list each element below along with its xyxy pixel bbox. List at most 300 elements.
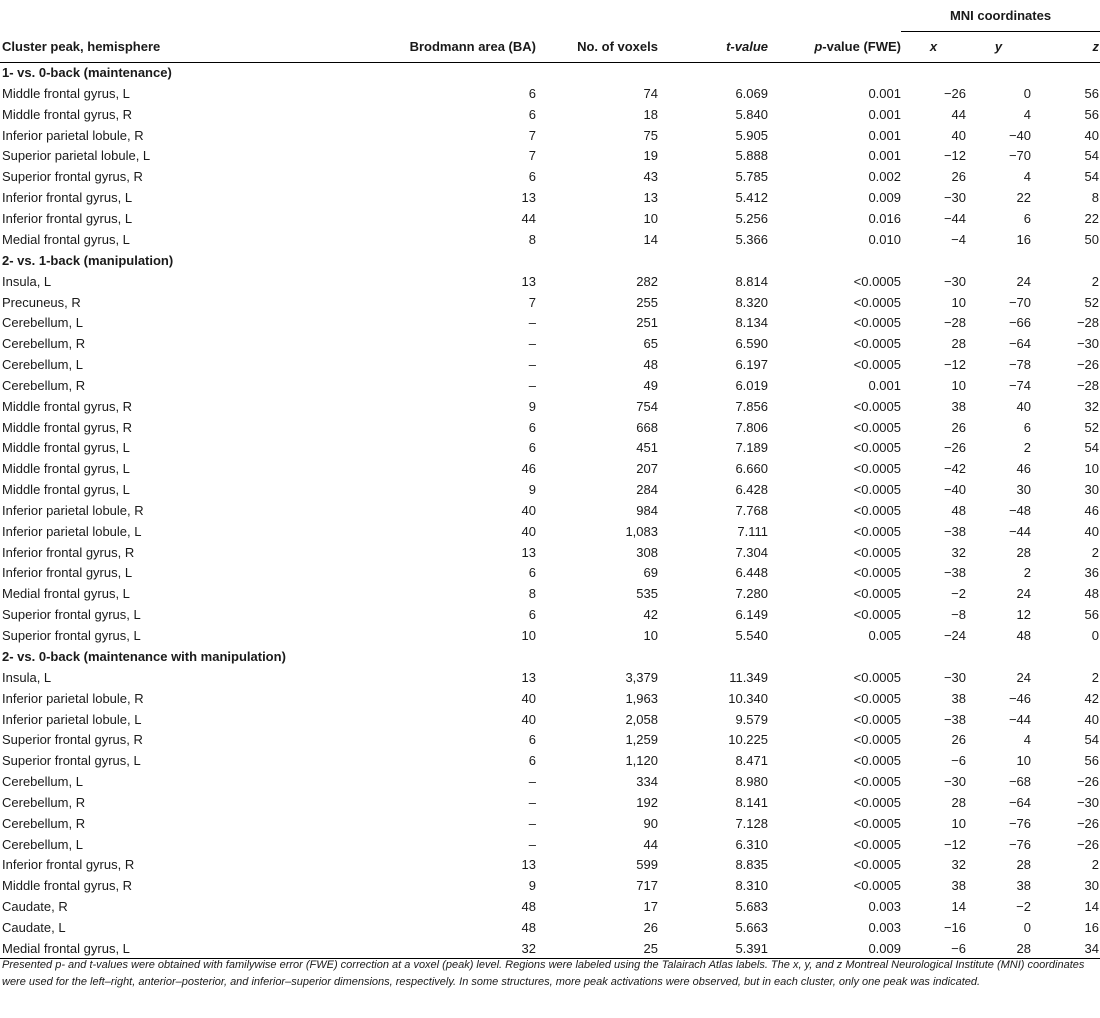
z-coordinate-cell: 52 [1084,419,1100,435]
region-cell: Inferior frontal gyrus, R [2,857,135,873]
table-body [0,62,1100,959]
p-value-cell: <0.0005 [853,732,901,748]
x-coordinate-cell: −6 [951,753,966,769]
table-row [0,563,1100,584]
table-row [0,938,1100,959]
region-cell: Inferior frontal gyrus, R [2,544,135,560]
table-row [0,750,1100,771]
p-value-cell: <0.0005 [853,690,901,706]
table-row [0,438,1100,459]
z-coordinate-cell: 2 [1091,669,1100,685]
table-row [0,500,1100,521]
ba-cell: 7 [528,148,536,164]
table-row [0,834,1100,855]
table-row [0,396,1100,417]
voxels-cell: 44 [643,836,658,852]
t-value-cell: 8.134 [735,315,768,331]
table-row [0,354,1100,375]
x-coordinate-cell: −44 [943,210,966,226]
z-coordinate-cell: 34 [1031,938,1100,959]
table-row [0,479,1100,500]
ba-column-header: Brodmann area (BA) [280,31,536,62]
x-coordinate-cell: −30 [943,273,966,289]
ba-cell: 6 [528,419,536,435]
mni-coordinates-header: MNI coordinates [901,0,1100,31]
z-coordinate-cell: 40 [1084,523,1100,539]
x-coordinate-cell: 40 [951,127,966,143]
z-coordinate-cell: 42 [1084,690,1100,706]
x-coordinate-cell: 38 [951,398,966,414]
p-value-cell: 0.003 [868,919,901,935]
x-coordinate-cell: 28 [951,794,966,810]
ba-cell: 9 [528,482,536,498]
region-cell: Insula, L [2,669,52,685]
p-value-cell: <0.0005 [853,565,901,581]
t-value-cell: 7.806 [735,419,768,435]
region-cell: Precuneus, R [2,294,81,310]
table-row [0,771,1100,792]
z-coordinate-cell: 32 [1084,398,1100,414]
voxels-cell: 308 [636,544,658,560]
x-coordinate-cell: −2 [951,586,966,602]
y-coordinate-cell: −2 [1016,899,1031,915]
table-row [0,166,1100,187]
x-column-header: x [901,31,966,62]
voxels-cell: 49 [643,377,658,393]
ba-cell: 40 [521,523,536,539]
region-cell: Cerebellum, R [2,794,86,810]
region-cell: Inferior parietal lobule, R [2,502,144,518]
section-header-row [0,250,1100,271]
t-value-cell: 7.128 [735,815,768,831]
t-value-cell: 6.069 [735,85,768,101]
t-value-cell: 6.197 [735,357,768,373]
region-cell: Cerebellum, L [2,836,83,852]
header-group-row [0,0,1100,31]
p-value-cell: <0.0005 [853,774,901,790]
region-cell: Medial frontal gyrus, L [2,231,130,247]
y-coordinate-cell: 6 [1023,210,1031,226]
voxels-cell: 3,379 [625,669,658,685]
y-coordinate-cell: −70 [1008,294,1031,310]
p-value-cell: <0.0005 [853,878,901,894]
table-row [0,813,1100,834]
z-coordinate-cell: −30 [1076,336,1100,352]
z-coordinate-cell: 2 [1091,273,1100,289]
p-value-cell: 0.001 [868,148,901,164]
p-value-cell: <0.0005 [853,586,901,602]
x-coordinate-cell: −16 [943,919,966,935]
table-row [0,146,1100,167]
table-row [0,709,1100,730]
y-coordinate-cell: 28 [1016,857,1031,873]
voxels-cell: 535 [636,586,658,602]
ba-cell: 40 [521,711,536,727]
t-value-cell: 5.540 [735,628,768,644]
region-cell: Caudate, L [2,919,66,935]
y-coordinate-cell: 2 [1023,565,1031,581]
ba-cell: 8 [528,231,536,247]
x-coordinate-cell: 10 [951,815,966,831]
region-cell: Superior parietal lobule, L [2,148,151,164]
t-value-cell: 6.310 [735,836,768,852]
voxels-cell: 282 [636,273,658,289]
region-cell: Cerebellum, R [2,815,86,831]
ba-cell: 13 [521,544,536,560]
p-value-cell: 0.003 [868,899,901,915]
z-coordinate-cell: 46 [1084,502,1100,518]
voxels-cell: 251 [636,315,658,331]
t-value-cell: 5.412 [735,190,768,206]
table-row [0,333,1100,354]
table-row [0,855,1100,876]
z-coordinate-cell: 40 [1084,127,1100,143]
voxels-cell: 668 [636,419,658,435]
t-value-cell: 5.785 [735,169,768,185]
z-coordinate-cell: 30 [1084,482,1100,498]
x-coordinate-cell: 44 [951,106,966,122]
y-coordinate-cell: −70 [1008,148,1031,164]
table-row [0,208,1100,229]
voxels-cell: 1,120 [625,753,658,769]
ba-cell: 13 [521,273,536,289]
region-cell: Superior frontal gyrus, L [2,753,141,769]
table-row [0,104,1100,125]
ba-cell: 48 [521,919,536,935]
ba-cell: – [528,377,536,393]
t-value-cell: 8.320 [735,294,768,310]
table-row [0,125,1100,146]
y-coordinate-cell: 24 [1016,586,1031,602]
x-coordinate-cell: −38 [943,565,966,581]
z-coordinate-cell: 22 [1084,210,1100,226]
voxels-cell: 2,058 [625,711,658,727]
t-value-cell: 5.905 [735,127,768,143]
voxels-cell: 69 [643,565,658,581]
z-coordinate-cell: −26 [1076,774,1100,790]
region-cell: Inferior parietal lobule, R [2,127,144,143]
p-letter: p [814,38,823,54]
ba-cell: 6 [528,753,536,769]
region-cell: Middle frontal gyrus, R [2,398,133,414]
z-coordinate-cell: 48 [1084,586,1100,602]
z-coordinate-cell: 50 [1084,231,1100,247]
ba-cell: 13 [521,669,536,685]
ba-cell: 6 [528,106,536,122]
section-header-row [0,646,1100,667]
x-coordinate-cell: 32 [951,544,966,560]
x-coordinate-cell: −4 [951,231,966,247]
ba-cell: 8 [528,586,536,602]
region-cell: Inferior parietal lobule, R [2,690,144,706]
table-row [0,521,1100,542]
ba-cell: – [528,794,536,810]
voxels-cell: 1,963 [625,690,658,706]
z-coordinate-cell: 56 [1084,106,1100,122]
z-coordinate-cell: 54 [1084,440,1100,456]
x-coordinate-cell: 26 [951,419,966,435]
ba-cell: 48 [521,899,536,915]
t-value-cell: 5.366 [735,231,768,247]
region-cell: Middle frontal gyrus, L [2,440,130,456]
x-coordinate-cell: −30 [943,669,966,685]
table-row [0,542,1100,563]
region-cell: Inferior frontal gyrus, L [2,210,133,226]
table-row [0,604,1100,625]
region-cell: Superior frontal gyrus, R [2,732,143,748]
voxels-cell: 26 [643,919,658,935]
region-cell: Middle frontal gyrus, L [2,461,130,477]
x-coordinate-cell: −30 [943,774,966,790]
ba-cell: 13 [521,190,536,206]
z-coordinate-cell: 54 [1084,148,1100,164]
p-value-cell: <0.0005 [853,544,901,560]
voxels-cell: 19 [643,148,658,164]
table-row [0,896,1100,917]
voxels-cell: 754 [636,398,658,414]
p-value-cell: <0.0005 [853,419,901,435]
t-value-cell: 6.590 [735,336,768,352]
x-coordinate-cell: −42 [943,461,966,477]
y-coordinate-cell: 30 [1016,482,1031,498]
table-row [0,83,1100,104]
p-value-column-header [768,31,901,62]
t-value-cell: 5.391 [658,938,768,959]
table-row [0,417,1100,438]
y-coordinate-cell: 28 [1016,544,1031,560]
region-cell: Inferior frontal gyrus, L [2,190,133,206]
voxels-cell: 255 [636,294,658,310]
p-value-cell: <0.0005 [853,711,901,727]
voxels-cell: 10 [643,210,658,226]
voxels-cell: 14 [643,231,658,247]
y-coordinate-cell: −48 [1008,502,1031,518]
z-coordinate-cell: −26 [1076,357,1100,373]
z-coordinate-cell: 56 [1084,753,1100,769]
voxels-cell: 18 [643,106,658,122]
y-coordinate-cell: 24 [1016,669,1031,685]
table-row [0,875,1100,896]
x-coordinate-cell: −40 [943,482,966,498]
z-coordinate-cell: −28 [1076,315,1100,331]
t-value-cell: 5.663 [735,919,768,935]
voxels-cell: 65 [643,336,658,352]
z-coordinate-cell: 54 [1084,732,1100,748]
y-coordinate-cell: 12 [1016,607,1031,623]
voxels-cell: 599 [636,857,658,873]
region-cell: Insula, L [2,273,52,289]
y-coordinate-cell: −64 [1008,794,1031,810]
p-value-cell: 0.016 [868,210,901,226]
t-value-cell: 6.660 [735,461,768,477]
y-coordinate-cell: 16 [1016,231,1031,247]
voxels-cell: 43 [643,169,658,185]
ba-cell: 7 [528,127,536,143]
z-coordinate-cell: 8 [1091,190,1100,206]
z-coordinate-cell: 56 [1084,607,1100,623]
ba-cell: 32 [280,938,536,959]
t-value-cell: 11.349 [729,669,768,685]
ba-cell: 10 [521,628,536,644]
x-coordinate-cell: 38 [951,690,966,706]
x-coordinate-cell: −6 [901,938,966,959]
x-coordinate-cell: 10 [951,294,966,310]
x-coordinate-cell: −8 [951,607,966,623]
region-column-header: Cluster peak, hemisphere [0,31,280,62]
t-value-cell: 9.579 [735,711,768,727]
ba-cell: – [528,815,536,831]
p-suffix: -value (FWE) [822,38,901,54]
t-value-cell: 5.256 [735,210,768,226]
x-coordinate-cell: −26 [943,85,966,101]
voxels-cell: 13 [643,190,658,206]
p-value-cell: <0.0005 [853,815,901,831]
x-coordinate-cell: −30 [943,190,966,206]
z-coordinate-cell: 40 [1084,711,1100,727]
table-row [0,917,1100,938]
p-value-cell: <0.0005 [853,398,901,414]
y-coordinate-cell: −44 [1008,711,1031,727]
ba-cell: 6 [528,565,536,581]
voxels-cell: 984 [636,502,658,518]
region-cell: Middle frontal gyrus, L [2,482,130,498]
p-value-cell: 0.001 [868,85,901,101]
z-coordinate-cell: 16 [1084,919,1100,935]
y-coordinate-cell: −76 [1008,815,1031,831]
z-coordinate-cell: 2 [1091,857,1100,873]
y-coordinate-cell: 46 [1016,461,1031,477]
p-value-cell: 0.005 [868,628,901,644]
ba-cell: – [528,774,536,790]
region-cell: Inferior frontal gyrus, L [2,565,133,581]
p-value-cell: <0.0005 [853,502,901,518]
region-cell: Cerebellum, L [2,315,83,331]
voxels-cell: 1,083 [625,523,658,539]
z-coordinate-cell: 0 [1091,628,1100,644]
region-cell: Inferior parietal lobule, L [2,523,142,539]
t-value-cell: 7.280 [735,586,768,602]
region-cell: Middle frontal gyrus, L [2,85,130,101]
y-coordinate-cell: −74 [1008,377,1031,393]
voxels-cell: 284 [636,482,658,498]
table-row [0,375,1100,396]
t-value-cell: 7.189 [735,440,768,456]
t-value-cell: 5.683 [735,899,768,915]
p-value-cell: <0.0005 [853,794,901,810]
region-cell: Caudate, R [2,899,68,915]
y-coordinate-cell: 38 [1016,878,1031,894]
t-value-cell: 8.814 [735,273,768,289]
table-row [0,583,1100,604]
voxels-cell: 42 [643,607,658,623]
t-value-cell: 7.304 [735,544,768,560]
x-coordinate-cell: −38 [943,523,966,539]
z-coordinate-cell: −26 [1076,815,1100,831]
x-coordinate-cell: 38 [951,878,966,894]
x-coordinate-cell: −24 [943,628,966,644]
table-row [0,688,1100,709]
voxels-cell: 192 [636,794,658,810]
y-coordinate-cell: 4 [1023,169,1031,185]
x-coordinate-cell: −26 [943,440,966,456]
p-value-cell: <0.0005 [853,523,901,539]
ba-cell: – [528,836,536,852]
p-value-cell: <0.0005 [853,315,901,331]
table-row [0,625,1100,646]
y-coordinate-cell: −40 [1008,127,1031,143]
ba-cell: 9 [528,398,536,414]
ba-cell: 7 [528,294,536,310]
t-value-cell: 8.980 [735,774,768,790]
p-value-cell: <0.0005 [853,357,901,373]
p-value-cell: <0.0005 [853,273,901,289]
z-coordinate-cell: 52 [1084,294,1100,310]
x-coordinate-cell: 26 [951,169,966,185]
y-coordinate-cell: 0 [1023,85,1031,101]
z-coordinate-cell: 36 [1084,565,1100,581]
x-coordinate-cell: −12 [943,836,966,852]
ba-cell: 6 [528,169,536,185]
x-coordinate-cell: −38 [943,711,966,727]
table-row [0,729,1100,750]
z-coordinate-cell: −26 [1076,836,1100,852]
p-value-cell: 0.009 [868,190,901,206]
z-coordinate-cell: −30 [1076,794,1100,810]
p-value-cell: <0.0005 [853,753,901,769]
z-coordinate-cell: 14 [1084,899,1100,915]
t-value-cell: 8.310 [735,878,768,894]
table-footnote: Presented p- and t-values were obtained with familywise error (FWE) correction at a voxel (peak) level. Regions were labeled using the Talairach Atlas labels. The x, y, and z Montreal Neurological Institute (MNI) coordinates were used for the left–right, anterior–posterior, and inferior–superior dimensions, respectively. In some structures, more peak activations were observed, but in each cluster, only one peak was indicated. [2,959,1085,989]
t-value-cell: 7.111 [737,523,768,539]
region-cell: Middle frontal gyrus, R [2,106,133,122]
t-value-cell: 5.888 [735,148,768,164]
voxels-cell: 207 [636,461,658,477]
ba-cell: 6 [528,85,536,101]
region-cell: Middle frontal gyrus, R [2,878,133,894]
region-cell: Inferior parietal lobule, L [2,711,142,727]
voxels-cell: 451 [636,440,658,456]
voxels-cell: 48 [643,357,658,373]
t-value-cell: 7.768 [735,502,768,518]
x-coordinate-cell: −28 [943,315,966,331]
x-coordinate-cell: 48 [951,502,966,518]
t-value-cell: 5.840 [735,106,768,122]
table-row [0,792,1100,813]
ba-cell: 13 [521,857,536,873]
x-coordinate-cell: −12 [943,357,966,373]
region-cell: Medial frontal gyrus, L [2,586,130,602]
x-coordinate-cell: 26 [951,732,966,748]
t-value-cell: 10.340 [728,690,768,706]
t-value-cell: 6.149 [735,607,768,623]
y-coordinate-cell: −76 [1008,836,1031,852]
y-coordinate-cell: −66 [1008,315,1031,331]
y-coordinate-cell: −68 [1008,774,1031,790]
ba-cell: – [528,315,536,331]
table-row [0,292,1100,313]
t-value-cell: 6.019 [735,377,768,393]
region-cell: Middle frontal gyrus, R [2,419,133,435]
t-value-cell: 8.471 [735,753,768,769]
p-value-cell: 0.010 [868,231,901,247]
table-row [0,271,1100,292]
section-title: 2- vs. 1-back (manipulation) [2,252,174,268]
p-value-cell: 0.001 [868,106,901,122]
x-coordinate-cell: −12 [943,148,966,164]
ba-cell: 6 [528,732,536,748]
voxels-cell: 90 [643,815,658,831]
p-value-cell: 0.001 [868,127,901,143]
